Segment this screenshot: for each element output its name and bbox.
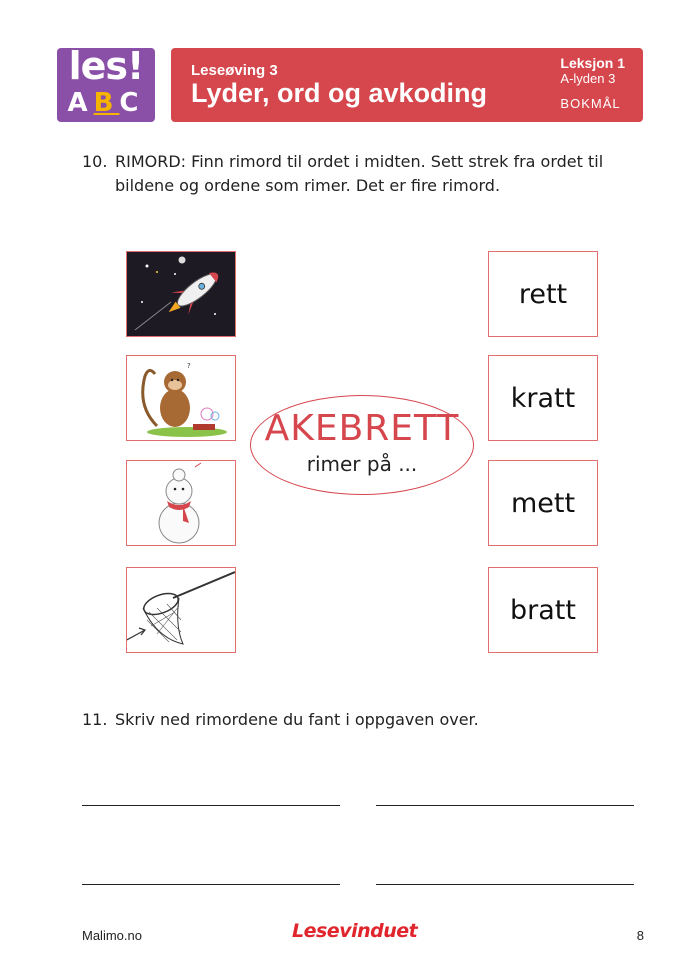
logo-letter-a: A [67, 88, 94, 118]
task-10-number: 10. [82, 152, 108, 171]
logo-letter-c: C [119, 88, 145, 118]
rocket-icon [127, 252, 235, 336]
center-word: AKEBRETT [264, 408, 460, 449]
footer-site: Malimo.no [82, 928, 142, 943]
logo-letters [57, 88, 155, 118]
answer-line-3[interactable] [82, 884, 340, 885]
center-subtext: rimer på ... [306, 452, 418, 476]
task-11-number: 11. [82, 710, 108, 729]
word-box-4[interactable]: bratt [488, 567, 598, 653]
logo-top-text: les! [68, 48, 144, 88]
page-number: 8 [636, 928, 644, 943]
net-icon [127, 568, 235, 652]
les-abc-logo [57, 48, 155, 122]
lesson-label: Leksjon 1 [560, 55, 625, 71]
logo-letter-b: B [93, 88, 120, 118]
word-box-1[interactable]: rett [488, 251, 598, 337]
monkey-icon [127, 356, 235, 440]
task-10-line1: RIMORD: Finn rimord til ordet i midten. Sett strek fra ordet til [115, 152, 604, 171]
header-meta [560, 55, 625, 111]
svg-text:?: ? [187, 362, 191, 370]
header-subtitle: Leseøving 3 [191, 62, 278, 79]
word-box-3[interactable]: mett [488, 460, 598, 546]
snowman-picture[interactable] [126, 460, 236, 546]
answer-line-1[interactable] [82, 805, 340, 806]
answer-line-4[interactable] [376, 884, 634, 885]
answer-line-2[interactable] [376, 805, 634, 806]
word-box-2[interactable]: kratt [488, 355, 598, 441]
snowman-icon [127, 461, 235, 545]
net-picture[interactable] [126, 567, 236, 653]
center-word-ellipse [250, 395, 474, 495]
language-label: BOKMÅL [560, 96, 621, 111]
task-10-line2: bildene og ordene som rimer. Det er fire rimord. [115, 176, 501, 195]
header-title: Lyder, ord og avkoding [191, 78, 488, 108]
sound-label: A-lyden 3 [560, 71, 616, 86]
monkey-picture[interactable] [126, 355, 236, 441]
task-11-text: Skriv ned rimordene du fant i oppgaven over. [115, 710, 479, 729]
header-banner [171, 48, 643, 122]
lesevinduet-logo: Lesevinduet [292, 920, 418, 942]
rocket-picture[interactable] [126, 251, 236, 337]
